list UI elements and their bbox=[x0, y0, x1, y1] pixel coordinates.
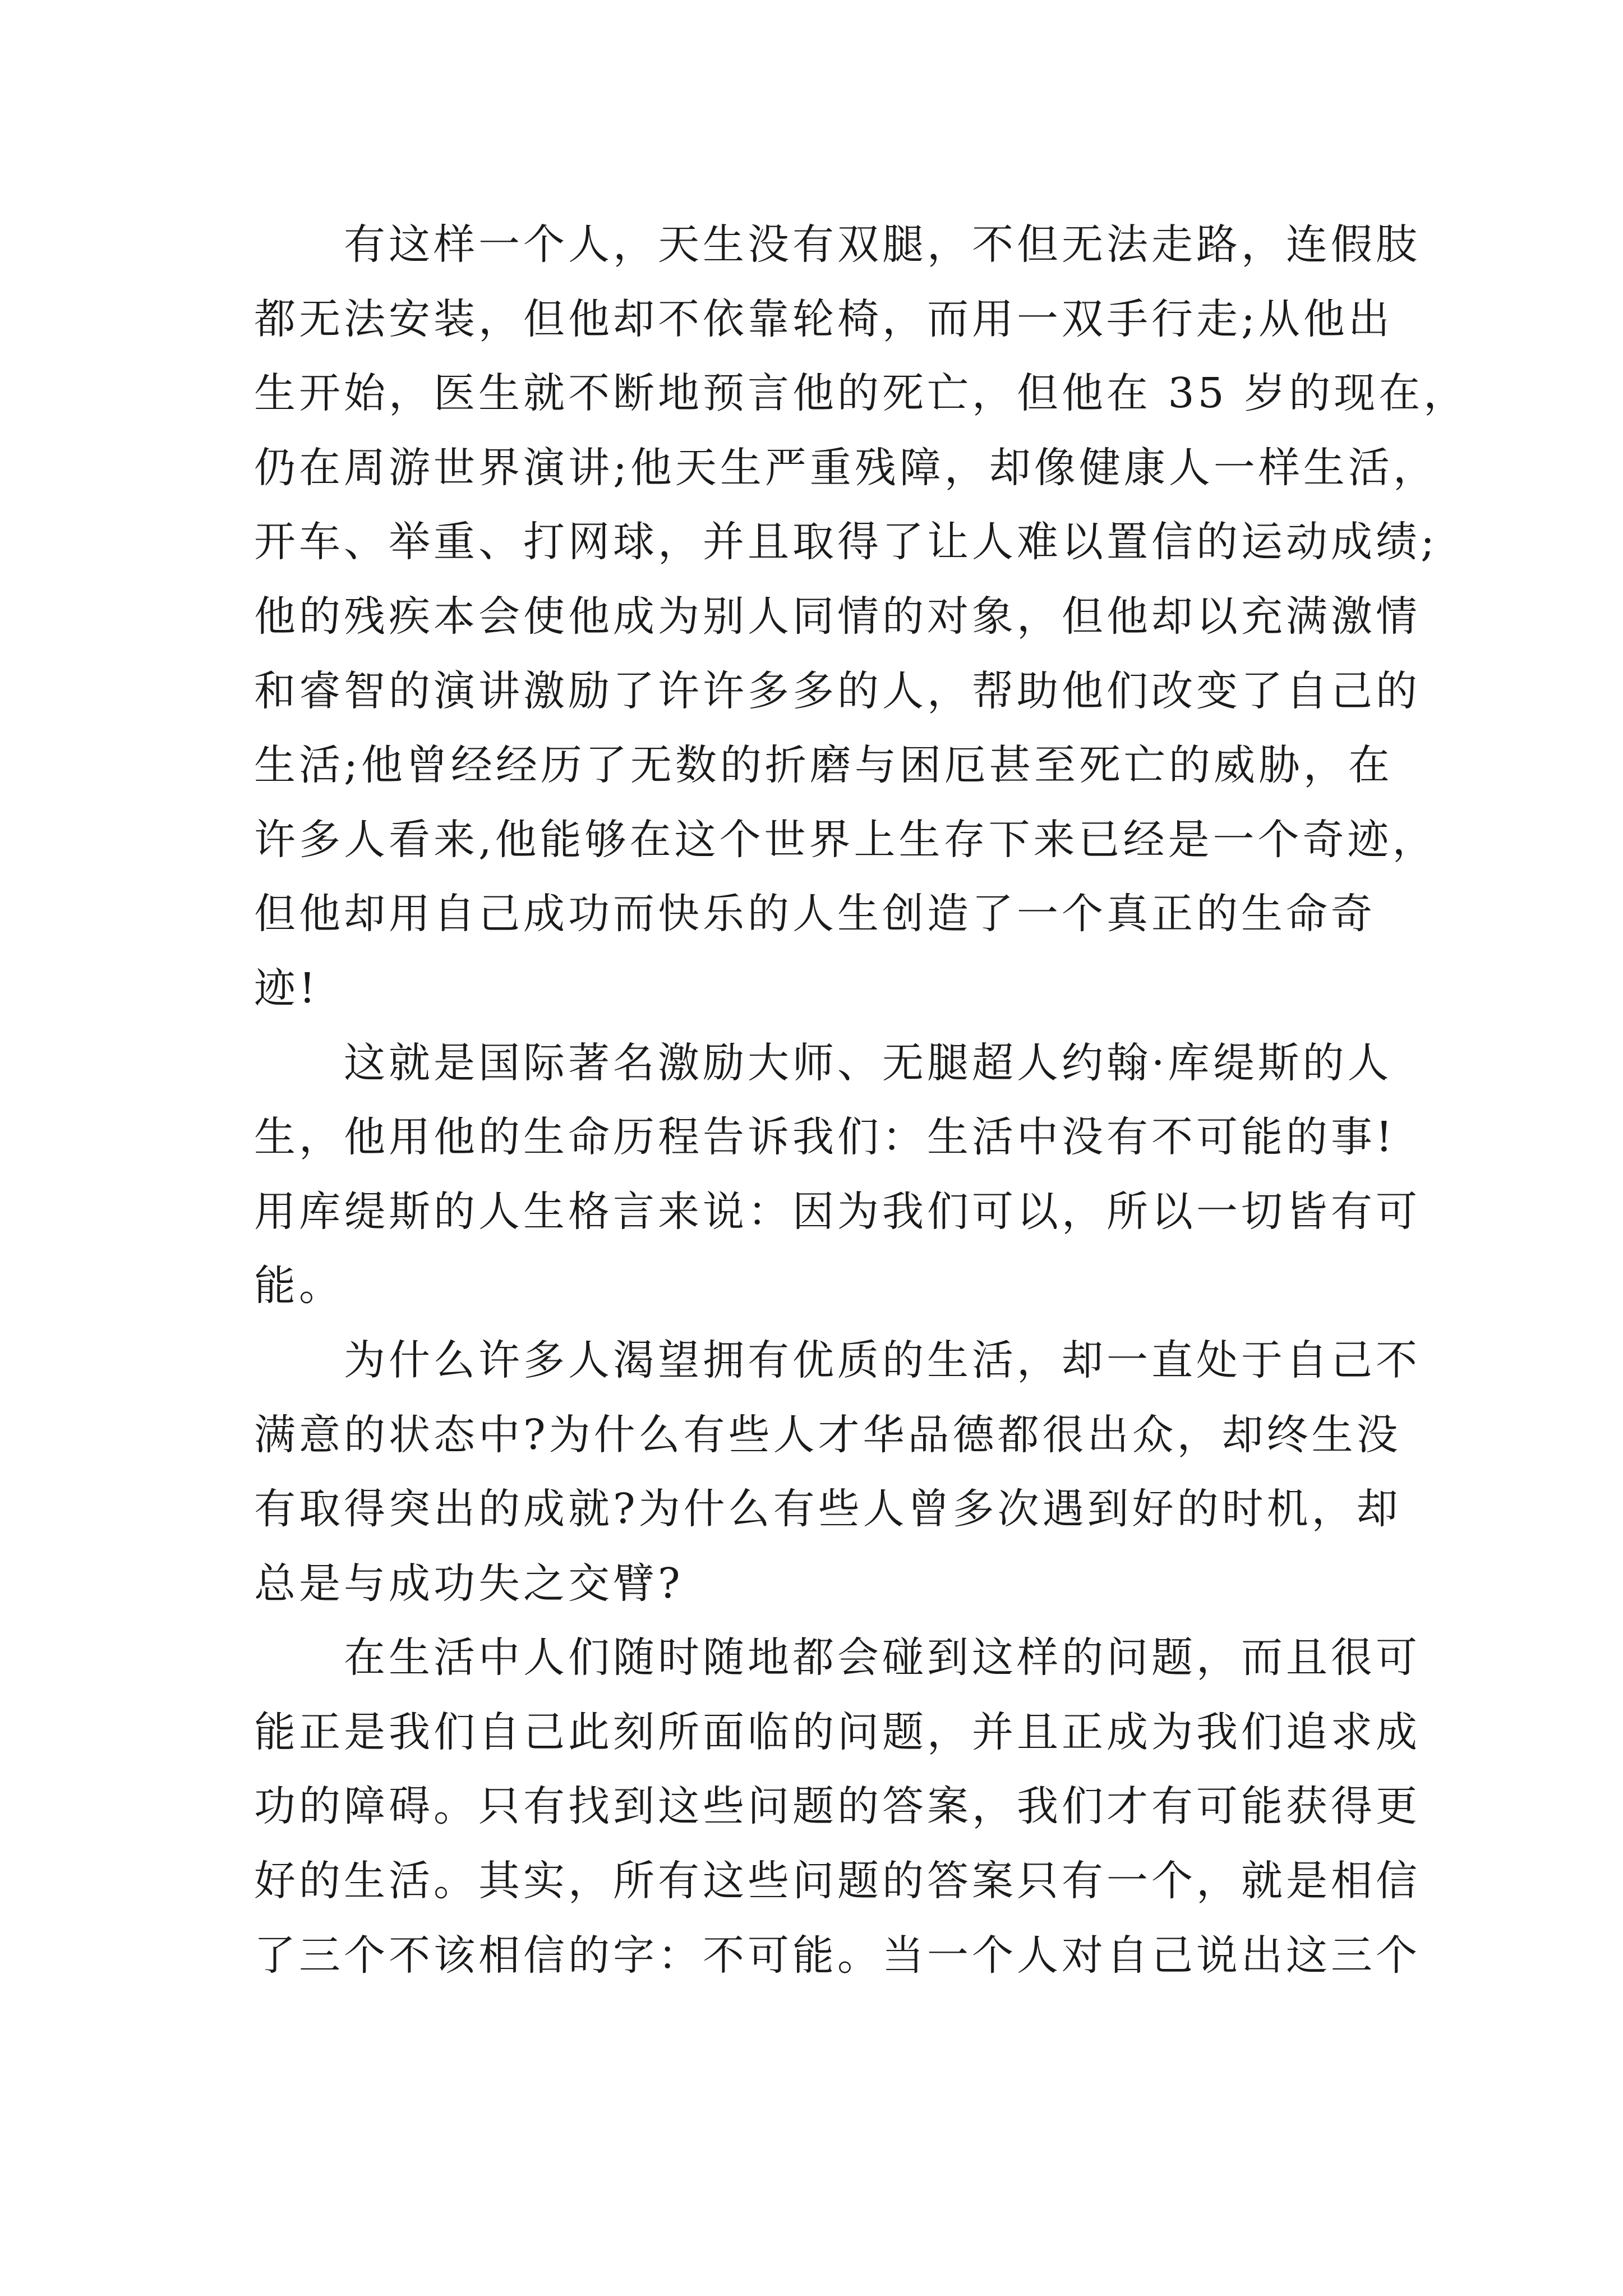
paragraph-1-line-8: 生活;他曾经经历了无数的折磨与困厄甚至死亡的威胁，在 bbox=[254, 741, 1393, 790]
body-text bbox=[254, 208, 1469, 1993]
paragraph-2-line-2: 生，他用他的生命历程告诉我们：生活中没有不可能的事! bbox=[254, 1113, 1396, 1162]
paragraph-3-line-4: 总是与成功失之交臂? bbox=[254, 1559, 684, 1608]
paragraph-2-line-1: 这就是国际著名激励大师、无腿超人约翰·库缇斯的人 bbox=[344, 1038, 1393, 1087]
paragraph-4-line-4: 好的生活。其实，所有这些问题的答案只有一个，就是相信 bbox=[254, 1857, 1421, 1906]
paragraph-1-line-7: 和睿智的演讲激励了许许多多的人，帮助他们改变了自己的 bbox=[254, 666, 1421, 715]
paragraph-1-line-6: 他的残疾本会使他成为别人同情的对象，但他却以充满激情 bbox=[254, 592, 1421, 641]
paragraph-2-line-4: 能。 bbox=[254, 1262, 344, 1310]
paragraph-1-line-10: 但他却用自己成功而快乐的人生创造了一个真正的生命奇 bbox=[254, 890, 1376, 938]
paragraph-1-line-9: 许多人看来,他能够在这个世界上生存下来已经是一个奇迹， bbox=[254, 815, 1437, 864]
paragraph-3-line-3: 有取得突出的成就?为什么有些人曾多次遇到好的时机，却 bbox=[254, 1485, 1401, 1534]
paragraph-1-line-1: 有这样一个人，天生没有双腿，不但无法走路，连假肢 bbox=[344, 220, 1421, 269]
paragraph-1-line-11: 迹! bbox=[254, 964, 319, 1013]
paragraph-1-line-3: 生开始，医生就不断地预言他的死亡，但他在 35 岁的现在， bbox=[254, 369, 1469, 418]
paragraph-2-line-3: 用库缇斯的人生格言来说：因为我们可以，所以一切皆有可 bbox=[254, 1187, 1421, 1236]
paragraph-3-line-2: 满意的状态中?为什么有些人才华品德都很出众，却终生没 bbox=[254, 1410, 1401, 1459]
paragraph-1-line-2: 都无法安装，但他却不依靠轮椅，而用一双手行走;从他出 bbox=[254, 295, 1393, 343]
paragraph-1-line-4: 仍在周游世界演讲;他天生严重残障，却像健康人一样生活， bbox=[254, 443, 1438, 492]
paragraph-4-line-2: 能正是我们自己此刻所面临的问题，并且正成为我们追求成 bbox=[254, 1708, 1421, 1756]
paragraph-1-line-5: 开车、举重、打网球，并且取得了让人难以置信的运动成绩; bbox=[254, 518, 1438, 567]
paragraph-4-line-3: 功的障碍。只有找到这些问题的答案，我们才有可能获得更 bbox=[254, 1782, 1421, 1831]
paragraph-4-line-1: 在生活中人们随时随地都会碰到这样的问题，而且很可 bbox=[344, 1634, 1421, 1682]
paragraph-3-line-1: 为什么许多人渴望拥有优质的生活，却一直处于自己不 bbox=[344, 1336, 1421, 1384]
paragraph-4-line-5: 了三个不该相信的字：不可能。当一个人对自己说出这三个 bbox=[254, 1931, 1421, 1980]
